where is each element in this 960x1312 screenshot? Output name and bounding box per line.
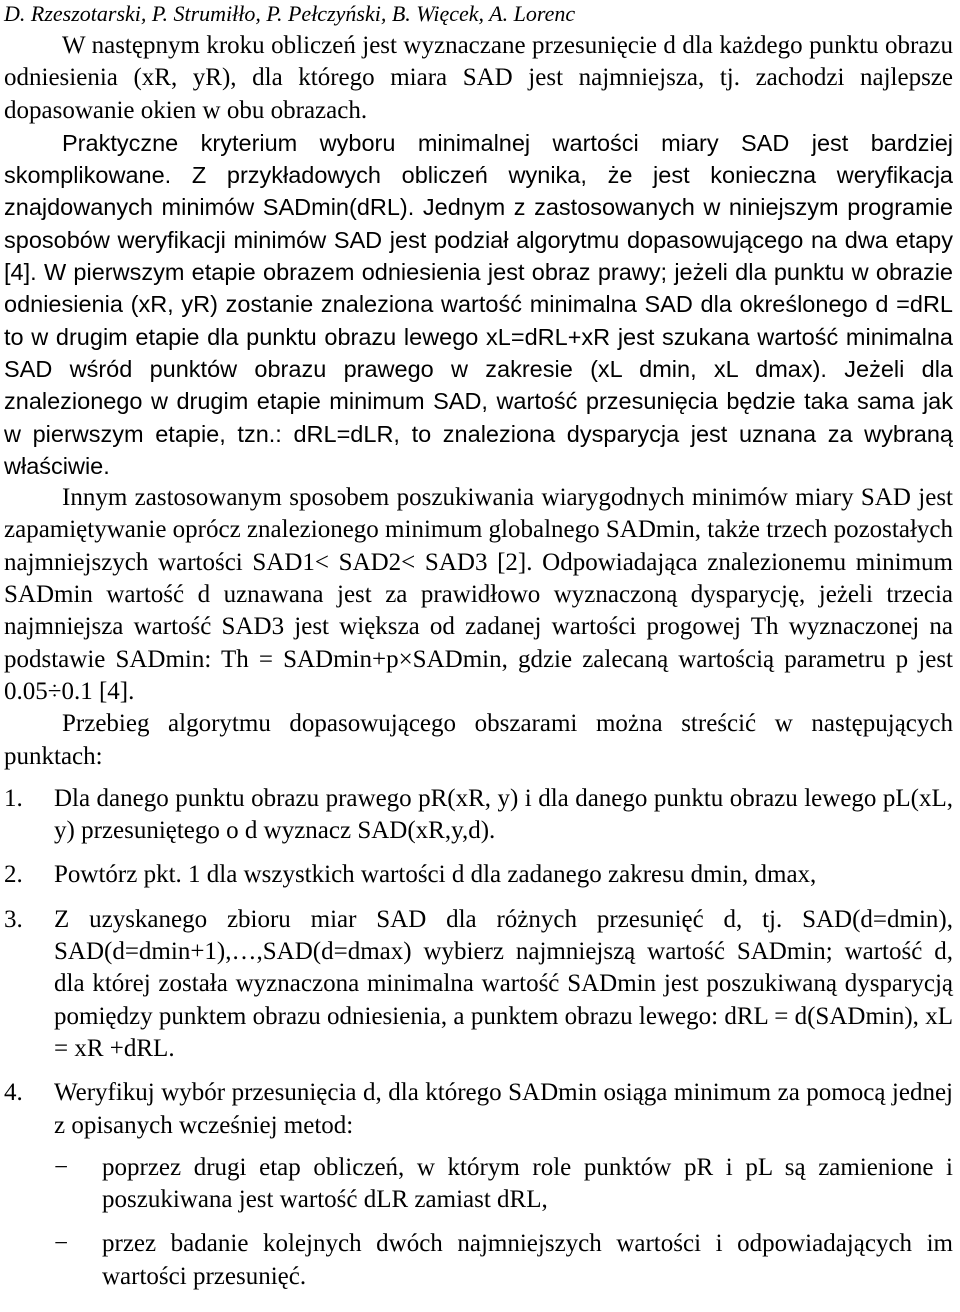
paragraph-4 <box>4 708 953 773</box>
list-item-text: Weryfikuj wybór przesunięcia d, dla którego SADmin osiąga minimum za pomocą jednej z opisanych wcześniej metod: <box>54 1079 953 1139</box>
list-item <box>4 783 953 848</box>
paragraph-1-text: W następnym kroku obliczeń jest wyznaczane przesunięcie d dla każdego punktu obrazu odniesienia (xR, yR), dla którego miara SAD jest najmniejsza, tj. zachodzi najlepsze dopasowanie okien w obu obrazach. <box>4 32 953 124</box>
list-item-text: Dla danego punktu obrazu prawego pR(xR, y) i dla danego punktu obrazu lewego pL(xL, y) przesuniętego o d wyznacz SAD(xR,y,d). <box>54 784 953 845</box>
paragraph-2-text: Praktyczne kryterium wyboru minimalnej wartości miary SAD jest bardziej skomplikowane. Z przykładowych obliczeń wynika, że jest konieczna weryfikacja znajdowanych minimów SADmin(dRL). Jednym z zastosowanych w niniejszym programie sposobów weryfikacji minimów SAD jest podział algorytmu dopasowującego na dwa etapy [4]. W pierwszym etapie obrazem odniesienia jest obraz prawy; jeżeli dla punktu w obrazie odniesienia (xR, yR) zostanie znaleziona wartość minimalna SAD dla określonego d =dRL to w drugim etapie dla punktu obrazu lewego xL=dRL+xR jest szukana wartość minimalna SAD wśród punktów obrazu prawego w zakresie (xL dmin, xL dmax). Jeżeli dla znalezionego w drugim etapie minimum SAD, wartość przesunięcia będzie taka sama jak w pierwszym etapie, tzn.: dRL=dLR, to znaleziona dysparycja jest uznana za wybraną właściwie. <box>4 129 953 479</box>
list-item-number: 3. <box>4 905 23 933</box>
paragraph-1 <box>4 30 953 127</box>
list-item <box>4 1077 953 1142</box>
paragraph-4-text: Przebieg algorytmu dopasowującego obszarami można streścić w następujących punktach: <box>4 710 953 770</box>
dash-bullet: − <box>54 1230 69 1258</box>
dash-list-item <box>4 1228 953 1293</box>
paragraph-3 <box>4 482 953 708</box>
running-header: D. Rzeszotarski, P. Strumiłło, P. Pełczyński, B. Więcek, A. Lorenc <box>4 1 576 26</box>
dash-list-item <box>4 1152 953 1217</box>
paragraph-2 <box>4 127 953 482</box>
dash-list-item-text: przez badanie kolejnych dwóch najmniejszych wartości i odpowiadających im wartości przesunięć. <box>102 1230 953 1290</box>
list-item <box>4 859 953 891</box>
list-item-number: 1. <box>4 784 23 812</box>
dash-list-item-text: poprzez drugi etap obliczeń, w którym role punktów pR i pL są zamienione i poszukiwana jest wartość dLR zamiast dRL, <box>102 1153 953 1214</box>
list-item <box>4 904 953 1065</box>
list-item-text: Powtórz pkt. 1 dla wszystkich wartości d dla zadanego zakresu dmin, dmax, <box>54 861 817 889</box>
verification-methods-list <box>4 1152 953 1293</box>
list-item-text: Z uzyskanego zbioru miar SAD dla różnych przesunięć d, tj. SAD(d=dmin), SAD(d=dmin+1),…,SAD(d=dmax) wybierz najmniejszą wartość SADmin; wartość d, dla której została wyznaczona minimalna wartość SADmin jest poszukiwaną dysparycją pomiędzy punktem obrazu odniesienia, a punktem obrazu lewego: dRL = d(SADmin), xL = xR +dRL. <box>54 905 953 1062</box>
dash-bullet: − <box>54 1153 69 1181</box>
list-item-number: 4. <box>4 1079 23 1107</box>
algorithm-steps-list <box>4 783 953 1142</box>
paragraph-3-text: Innym zastosowanym sposobem poszukiwania wiarygodnych minimów miary SAD jest zapamiętywanie oprócz znalezionego minimum globalnego SADmin, także trzech pozostałych najmniejszych wartości SAD1< SAD2< SAD3 [2]. Odpowiadająca znalezionemu minimum SADmin wartość d uznawana jest za prawidłowo wyznaczoną dysparycję, jeżeli trzecia najmniejsza wartość SAD3 jest większa od zadanej wartości progowej Th wyznaczonej na podstawie SADmin: Th = SADmin+p×SADmin, gdzie zalecaną wartością parametru p jest 0.05÷0.1 [4]. <box>4 484 953 705</box>
list-item-number: 2. <box>4 861 23 889</box>
